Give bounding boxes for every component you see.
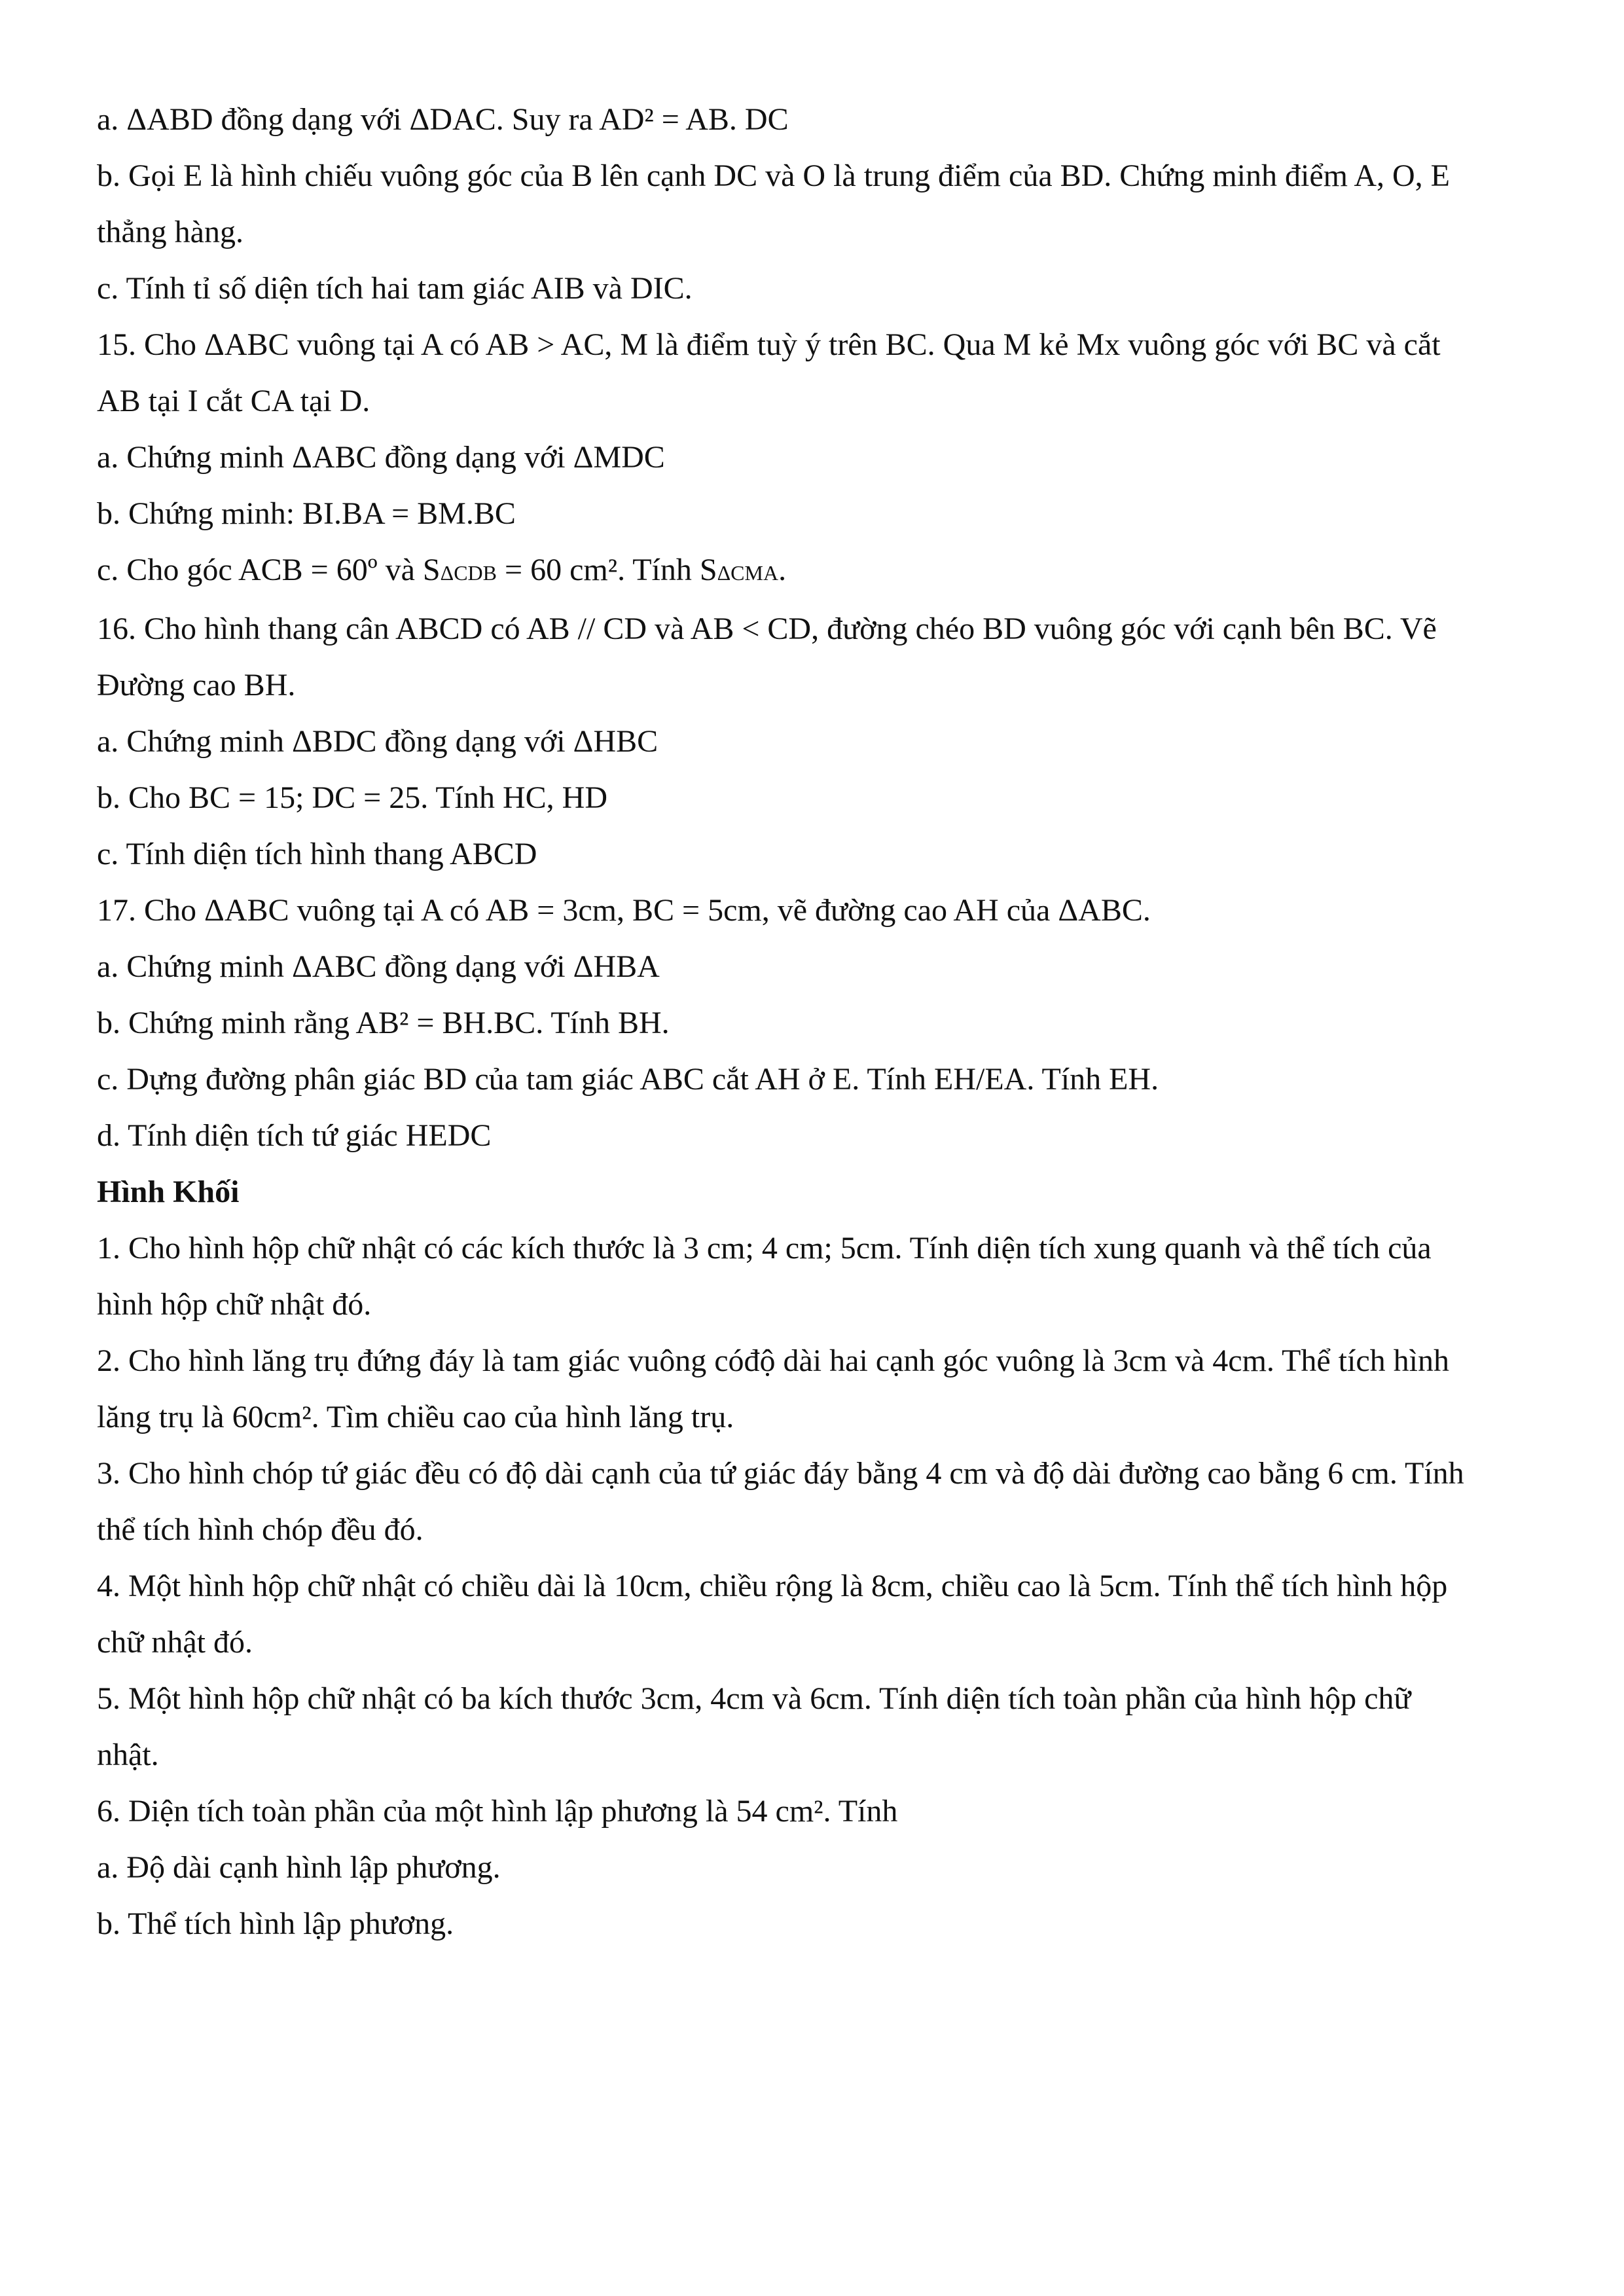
text-line: c. Tính tỉ số diện tích hai tam giác AIB và DIC. [97,271,693,306]
text-line: 3. Cho hình chóp tứ giác đều có độ dài cạnh của tứ giác đáy bằng 4 cm và độ dài đường cao bằng 6 cm. Tính [97,1456,1464,1491]
text-line: b. Cho BC = 15; DC = 25. Tính HC, HD [97,780,607,815]
text-line: 5. Một hình hộp chữ nhật có ba kích thước 3cm, 4cm và 6cm. Tính diện tích toàn phần của hình hộp chữ [97,1681,1411,1716]
subscript: ΔCDB [440,561,497,585]
text-line: a. ΔABD đồng dạng với ΔDAC. Suy ra AD² = AB. DC [97,102,789,137]
text-line: 2. Cho hình lăng trụ đứng đáy là tam giác vuông cóđộ dài hai cạnh góc vuông là 3cm và 4cm. Thể tích hình [97,1343,1449,1378]
subscript: ΔCMA [717,561,779,585]
section-heading: Hình Khối [97,1175,240,1209]
text-line: b. Gọi E là hình chiếu vuông góc của B lên cạnh DC và O là trung điểm của BD. Chứng minh điểm A, O, E [97,158,1450,193]
text-line: a. Độ dài cạnh hình lập phương. [97,1850,501,1885]
text-segment: c. Cho góc ACB = 60º và S [97,553,441,587]
text-line: 17. Cho ΔABC vuông tại A có AB = 3cm, BC = 5cm, vẽ đường cao AH của ΔABC. [97,893,1151,928]
text-line: a. Chứng minh ΔABC đồng dạng với ΔMDC [97,440,665,475]
text-line: c. Dựng đường phân giác BD của tam giác ABC cắt AH ở E. Tính EH/EA. Tính EH. [97,1062,1159,1097]
text-line: 15. Cho ΔABC vuông tại A có AB > AC, M là điểm tuỳ ý trên BC. Qua M kẻ Mx vuông góc với BC và cắt [97,327,1441,362]
text-line: AB tại I cắt CA tại D. [97,384,370,418]
text-line: 1. Cho hình hộp chữ nhật có các kích thước là 3 cm; 4 cm; 5cm. Tính diện tích xung quanh và thể tích của [97,1231,1432,1266]
text-line: d. Tính diện tích tứ giác HEDC [97,1118,492,1153]
text-line: hình hộp chữ nhật đó. [97,1287,372,1322]
text-line: Đường cao BH. [97,668,296,702]
text-line: b. Chứng minh rằng AB² = BH.BC. Tính BH. [97,1006,670,1040]
text-line: chữ nhật đó. [97,1625,253,1660]
document-body [97,92,1543,1952]
text-segment: . [778,553,787,587]
text-line: a. Chứng minh ΔABC đồng dạng với ΔHBA [97,949,660,984]
text-line [97,542,1543,601]
text-line: b. Thể tích hình lập phương. [97,1906,454,1941]
text-line: thể tích hình chóp đều đó. [97,1512,424,1547]
text-line: b. Chứng minh: BI.BA = BM.BC [97,496,516,531]
text-line: a. Chứng minh ΔBDC đồng dạng với ΔHBC [97,724,659,759]
text-line: nhật. [97,1738,159,1772]
text-line: 6. Diện tích toàn phần của một hình lập phương là 54 cm². Tính [97,1794,898,1829]
text-line: lăng trụ là 60cm². Tìm chiều cao của hình lăng trụ. [97,1400,734,1434]
text-line: c. Tính diện tích hình thang ABCD [97,837,537,871]
text-line: 16. Cho hình thang cân ABCD có AB // CD và AB < CD, đường chéo BD vuông góc với cạnh bên BC. Vẽ [97,611,1437,646]
text-line: thẳng hàng. [97,215,244,249]
text-segment: = 60 cm². Tính S [497,553,717,587]
text-line: 4. Một hình hộp chữ nhật có chiều dài là 10cm, chiều rộng là 8cm, chiều cao là 5cm. Tính thể tích hình hộp [97,1569,1448,1603]
